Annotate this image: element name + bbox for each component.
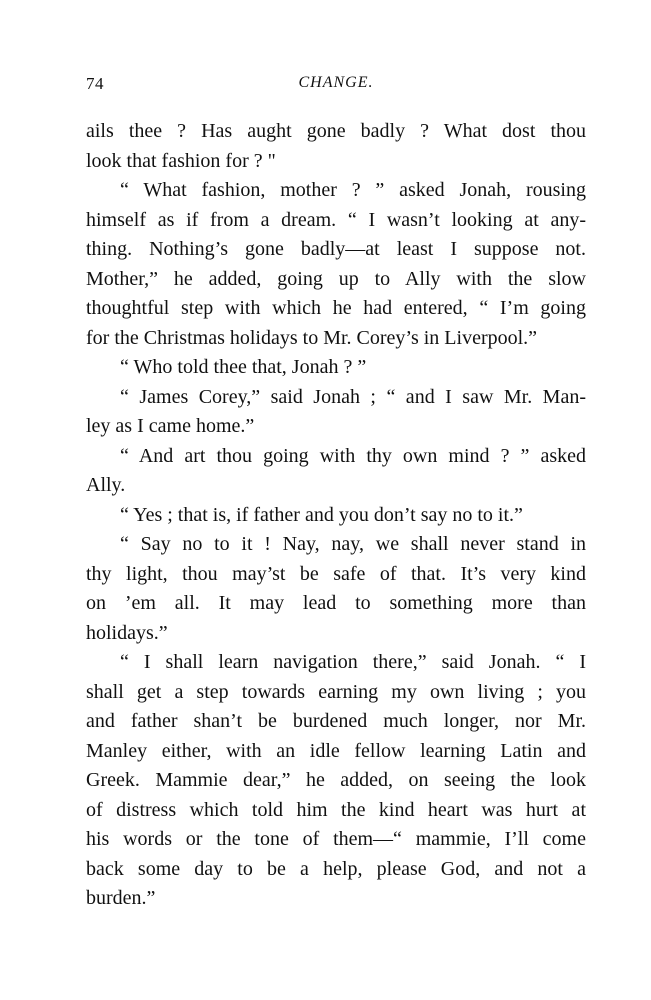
page-number: 74 [86,74,104,93]
text-line: for the Christmas holidays to Mr. Corey’s in Liverpool.” [86,326,538,349]
running-head: CHANGE. [298,74,374,91]
text-line: on ’em all. It may lead to something more than [86,592,586,614]
text-line: “ James Corey,” said Jonah ; “ and I saw Mr. Man- [120,385,586,408]
text-line: Manley either, with an idle fellow learning Latin and [86,739,586,762]
text-line: holidays.” [86,621,168,644]
text-line: thing. Nothing’s gone badly—at least I suppose not. [86,238,586,260]
text-line: “ And art thou going with thy own mind ? ” asked [120,444,586,467]
text-line: “ What fashion, mother ? ” asked Jonah, rousing [120,179,586,201]
text-line: thy light, thou may’st be safe of that. It’s very kind [86,562,586,585]
text-line: Mother,” he added, going up to Ally with the slow [86,267,586,290]
text-line: shall get a step towards earning my own living ; you [86,680,586,703]
text-line: Greek. Mammie dear,” he added, on seeing the look [86,769,586,791]
text-line: his words or the tone of them—“ mammie, I’ll come [86,828,586,850]
text-line: Ally. [86,474,126,496]
text-line: burden.” [86,887,156,909]
body-text [86,117,586,914]
text-line: thoughtful step with which he had entered, “ I’m going [86,297,586,319]
text-line: “ I shall learn navigation there,” said Jonah. “ I [120,651,586,673]
text-line: “ Say no to it ! Nay, nay, we shall never stand in [120,533,586,555]
text-line: “ Who told thee that, Jonah ? ” [120,356,367,378]
text-line: look that fashion for ? " [86,149,276,172]
text-line: and father shan’t be burdened much longer, nor Mr. [86,710,586,732]
text-line: “ Yes ; that is, if father and you don’t say no to it.” [120,503,523,526]
page-header [86,74,586,98]
text-line: himself as if from a dream. “ I wasn’t looking at any- [86,208,586,231]
text-line: ails thee ? Has aught gone badly ? What dost thou [86,120,586,142]
text-line: ley as I came home.” [86,415,255,437]
text-line: back some day to be a help, please God, and not a [86,857,586,880]
text-line: of distress which told him the kind heart was hurt at [86,798,586,821]
